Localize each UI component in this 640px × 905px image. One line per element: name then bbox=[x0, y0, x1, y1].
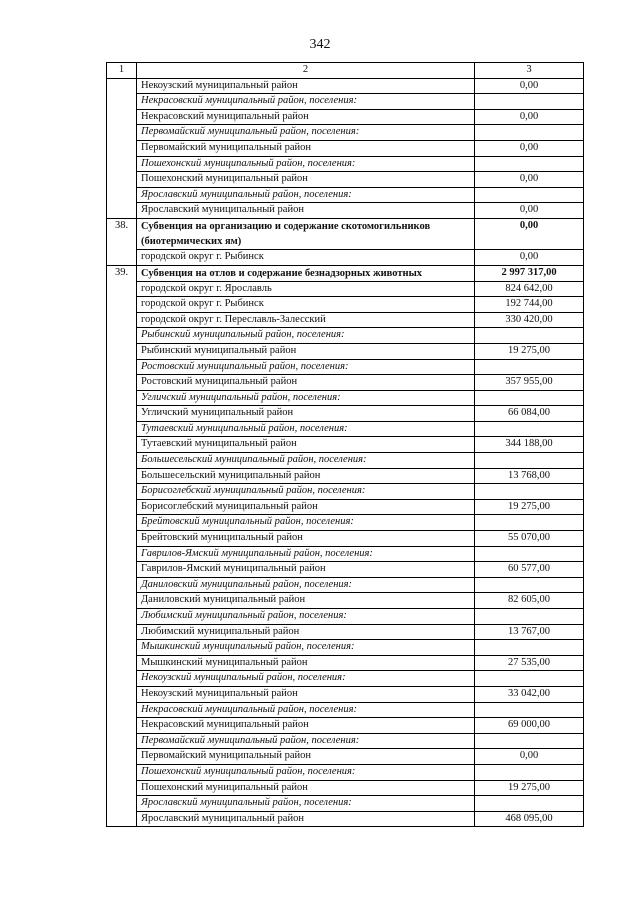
row-number bbox=[107, 484, 137, 500]
row-number bbox=[107, 78, 137, 94]
table-row bbox=[107, 109, 584, 125]
group-label: Борисоглебский муниципальный район, поселения: bbox=[137, 484, 475, 500]
group-row bbox=[107, 764, 584, 780]
group-label: Ярославский муниципальный район, поселения: bbox=[137, 187, 475, 203]
row-number bbox=[107, 655, 137, 671]
group-row bbox=[107, 328, 584, 344]
row-name: Брейтовский муниципальный район bbox=[137, 531, 475, 547]
row-number bbox=[107, 780, 137, 796]
group-row bbox=[107, 546, 584, 562]
group-row bbox=[107, 796, 584, 812]
group-label: Пошехонский муниципальный район, поселения: bbox=[137, 764, 475, 780]
row-number bbox=[107, 609, 137, 625]
group-label: Даниловский муниципальный район, поселения: bbox=[137, 577, 475, 593]
row-amount bbox=[475, 390, 584, 406]
group-row bbox=[107, 187, 584, 203]
table-row bbox=[107, 593, 584, 609]
row-number: 39. bbox=[107, 265, 137, 281]
row-number bbox=[107, 203, 137, 219]
page-number: 342 bbox=[309, 37, 331, 52]
group-row bbox=[107, 733, 584, 749]
table-row bbox=[107, 406, 584, 422]
table-row bbox=[107, 718, 584, 734]
row-amount bbox=[475, 764, 584, 780]
row-name: городской округ г. Переславль-Залесский bbox=[137, 312, 475, 328]
row-amount: 82 605,00 bbox=[475, 593, 584, 609]
table-row bbox=[107, 655, 584, 671]
row-name: городской округ г. Рыбинск bbox=[137, 249, 475, 265]
table-header-row bbox=[107, 63, 584, 79]
row-name: Даниловский муниципальный район bbox=[137, 593, 475, 609]
row-amount bbox=[475, 796, 584, 812]
row-amount bbox=[475, 546, 584, 562]
row-amount bbox=[475, 187, 584, 203]
appropriations-table bbox=[106, 62, 584, 827]
row-number bbox=[107, 702, 137, 718]
row-amount bbox=[475, 702, 584, 718]
table-row bbox=[107, 780, 584, 796]
row-amount: 0,00 bbox=[475, 749, 584, 765]
row-amount: 344 188,00 bbox=[475, 437, 584, 453]
table-row bbox=[107, 562, 584, 578]
row-amount: 0,00 bbox=[475, 218, 584, 249]
table-row bbox=[107, 499, 584, 515]
group-row bbox=[107, 671, 584, 687]
table-row bbox=[107, 312, 584, 328]
row-amount: 55 070,00 bbox=[475, 531, 584, 547]
group-label: Ярославский муниципальный район, поселения: bbox=[137, 796, 475, 812]
row-name: Некоузский муниципальный район bbox=[137, 78, 475, 94]
group-label: Некоузский муниципальный район, поселения: bbox=[137, 671, 475, 687]
row-amount: 357 955,00 bbox=[475, 375, 584, 391]
row-amount: 0,00 bbox=[475, 249, 584, 265]
table-row bbox=[107, 281, 584, 297]
row-amount bbox=[475, 671, 584, 687]
row-amount: 13 767,00 bbox=[475, 624, 584, 640]
row-amount: 66 084,00 bbox=[475, 406, 584, 422]
row-name: Рыбинский муниципальный район bbox=[137, 343, 475, 359]
table-row bbox=[107, 468, 584, 484]
row-name: Субвенция на организацию и содержание скотомогильников (биотермических ям) bbox=[137, 218, 475, 249]
table-row bbox=[107, 811, 584, 827]
table-row bbox=[107, 531, 584, 547]
group-row bbox=[107, 609, 584, 625]
row-name: Пошехонский муниципальный район bbox=[137, 780, 475, 796]
row-amount: 19 275,00 bbox=[475, 343, 584, 359]
row-number bbox=[107, 453, 137, 469]
row-number bbox=[107, 359, 137, 375]
row-amount bbox=[475, 484, 584, 500]
row-name: Первомайский муниципальный район bbox=[137, 749, 475, 765]
row-number bbox=[107, 109, 137, 125]
row-amount bbox=[475, 733, 584, 749]
row-amount: 27 535,00 bbox=[475, 655, 584, 671]
table-row bbox=[107, 297, 584, 313]
row-amount: 0,00 bbox=[475, 140, 584, 156]
row-amount bbox=[475, 94, 584, 110]
group-label: Тутаевский муниципальный район, поселения: bbox=[137, 421, 475, 437]
row-name: Мышкинский муниципальный район bbox=[137, 655, 475, 671]
row-amount: 19 275,00 bbox=[475, 780, 584, 796]
row-number bbox=[107, 281, 137, 297]
row-number bbox=[107, 796, 137, 812]
row-number bbox=[107, 343, 137, 359]
table-row bbox=[107, 624, 584, 640]
table-row bbox=[107, 343, 584, 359]
row-amount bbox=[475, 125, 584, 141]
table-row bbox=[107, 203, 584, 219]
group-row bbox=[107, 156, 584, 172]
table-row bbox=[107, 172, 584, 188]
group-row bbox=[107, 390, 584, 406]
group-label: Первомайский муниципальный район, поселения: bbox=[137, 125, 475, 141]
group-label: Большесельский муниципальный район, поселения: bbox=[137, 453, 475, 469]
row-amount bbox=[475, 515, 584, 531]
row-amount bbox=[475, 577, 584, 593]
row-name: городской округ г. Рыбинск bbox=[137, 297, 475, 313]
row-amount: 330 420,00 bbox=[475, 312, 584, 328]
row-number: 38. bbox=[107, 218, 137, 249]
row-amount bbox=[475, 328, 584, 344]
row-amount bbox=[475, 156, 584, 172]
group-label: Некрасовский муниципальный район, поселения: bbox=[137, 702, 475, 718]
row-number bbox=[107, 749, 137, 765]
row-name: Угличский муниципальный район bbox=[137, 406, 475, 422]
group-row bbox=[107, 640, 584, 656]
row-number bbox=[107, 390, 137, 406]
row-amount: 0,00 bbox=[475, 109, 584, 125]
group-row bbox=[107, 421, 584, 437]
group-label: Первомайский муниципальный район, поселения: bbox=[137, 733, 475, 749]
group-label: Любимский муниципальный район, поселения: bbox=[137, 609, 475, 625]
row-number bbox=[107, 406, 137, 422]
row-name: Любимский муниципальный район bbox=[137, 624, 475, 640]
row-name: Ярославский муниципальный район bbox=[137, 203, 475, 219]
group-label: Гаврилов-Ямский муниципальный район, поселения: bbox=[137, 546, 475, 562]
group-row bbox=[107, 702, 584, 718]
group-label: Некрасовский муниципальный район, поселения: bbox=[137, 94, 475, 110]
row-number bbox=[107, 94, 137, 110]
row-amount bbox=[475, 359, 584, 375]
row-number bbox=[107, 718, 137, 734]
row-number bbox=[107, 733, 137, 749]
row-amount bbox=[475, 421, 584, 437]
row-number bbox=[107, 624, 137, 640]
row-number bbox=[107, 312, 137, 328]
row-number bbox=[107, 187, 137, 203]
row-name: Большесельский муниципальный район bbox=[137, 468, 475, 484]
row-amount bbox=[475, 609, 584, 625]
table-row bbox=[107, 140, 584, 156]
row-amount: 0,00 bbox=[475, 172, 584, 188]
row-number bbox=[107, 811, 137, 827]
row-number bbox=[107, 156, 137, 172]
group-row bbox=[107, 484, 584, 500]
group-row bbox=[107, 125, 584, 141]
group-row bbox=[107, 577, 584, 593]
group-row bbox=[107, 94, 584, 110]
table-row bbox=[107, 749, 584, 765]
row-amount: 468 095,00 bbox=[475, 811, 584, 827]
row-name: Пошехонский муниципальный район bbox=[137, 172, 475, 188]
row-number bbox=[107, 125, 137, 141]
group-label: Мышкинский муниципальный район, поселения: bbox=[137, 640, 475, 656]
row-name: Борисоглебский муниципальный район bbox=[137, 499, 475, 515]
table-row bbox=[107, 78, 584, 94]
row-number bbox=[107, 140, 137, 156]
row-name: Некрасовский муниципальный район bbox=[137, 718, 475, 734]
row-amount bbox=[475, 453, 584, 469]
table-row bbox=[107, 249, 584, 265]
table-row bbox=[107, 686, 584, 702]
row-number bbox=[107, 546, 137, 562]
row-number bbox=[107, 577, 137, 593]
row-name: Гаврилов-Ямский муниципальный район bbox=[137, 562, 475, 578]
group-label: Брейтовский муниципальный район, поселения: bbox=[137, 515, 475, 531]
row-number bbox=[107, 515, 137, 531]
row-number bbox=[107, 531, 137, 547]
row-number bbox=[107, 249, 137, 265]
row-amount: 13 768,00 bbox=[475, 468, 584, 484]
row-name: Первомайский муниципальный район bbox=[137, 140, 475, 156]
row-number bbox=[107, 764, 137, 780]
row-name: Ярославский муниципальный район bbox=[137, 811, 475, 827]
row-number bbox=[107, 328, 137, 344]
row-number bbox=[107, 593, 137, 609]
row-number bbox=[107, 421, 137, 437]
row-number bbox=[107, 499, 137, 515]
column-number-3: 3 bbox=[475, 63, 584, 79]
row-number bbox=[107, 562, 137, 578]
row-name: Некрасовский муниципальный район bbox=[137, 109, 475, 125]
row-amount: 192 744,00 bbox=[475, 297, 584, 313]
group-label: Рыбинский муниципальный район, поселения: bbox=[137, 328, 475, 344]
row-name: Субвенция на отлов и содержание безнадзорных животных bbox=[137, 265, 475, 281]
row-number bbox=[107, 172, 137, 188]
row-name: Ростовский муниципальный район bbox=[137, 375, 475, 391]
group-label: Ростовский муниципальный район, поселения: bbox=[137, 359, 475, 375]
row-number bbox=[107, 640, 137, 656]
row-amount: 60 577,00 bbox=[475, 562, 584, 578]
section-row bbox=[107, 218, 584, 249]
group-label: Пошехонский муниципальный район, поселения: bbox=[137, 156, 475, 172]
column-number-2: 2 bbox=[137, 63, 475, 79]
row-amount: 824 642,00 bbox=[475, 281, 584, 297]
group-row bbox=[107, 515, 584, 531]
row-number bbox=[107, 437, 137, 453]
table-row bbox=[107, 437, 584, 453]
row-name: Тутаевский муниципальный район bbox=[137, 437, 475, 453]
row-amount bbox=[475, 640, 584, 656]
group-row bbox=[107, 453, 584, 469]
row-amount: 69 000,00 bbox=[475, 718, 584, 734]
row-amount: 2 997 317,00 bbox=[475, 265, 584, 281]
row-number bbox=[107, 468, 137, 484]
row-amount: 0,00 bbox=[475, 203, 584, 219]
column-number-1: 1 bbox=[107, 63, 137, 79]
group-row bbox=[107, 359, 584, 375]
row-number bbox=[107, 375, 137, 391]
row-number bbox=[107, 671, 137, 687]
row-number bbox=[107, 686, 137, 702]
row-name: городской округ г. Ярославль bbox=[137, 281, 475, 297]
row-name: Некоузский муниципальный район bbox=[137, 686, 475, 702]
group-label: Угличский муниципальный район, поселения: bbox=[137, 390, 475, 406]
table-row bbox=[107, 375, 584, 391]
row-amount: 19 275,00 bbox=[475, 499, 584, 515]
row-amount: 0,00 bbox=[475, 78, 584, 94]
row-number bbox=[107, 297, 137, 313]
row-amount: 33 042,00 bbox=[475, 686, 584, 702]
section-row bbox=[107, 265, 584, 281]
